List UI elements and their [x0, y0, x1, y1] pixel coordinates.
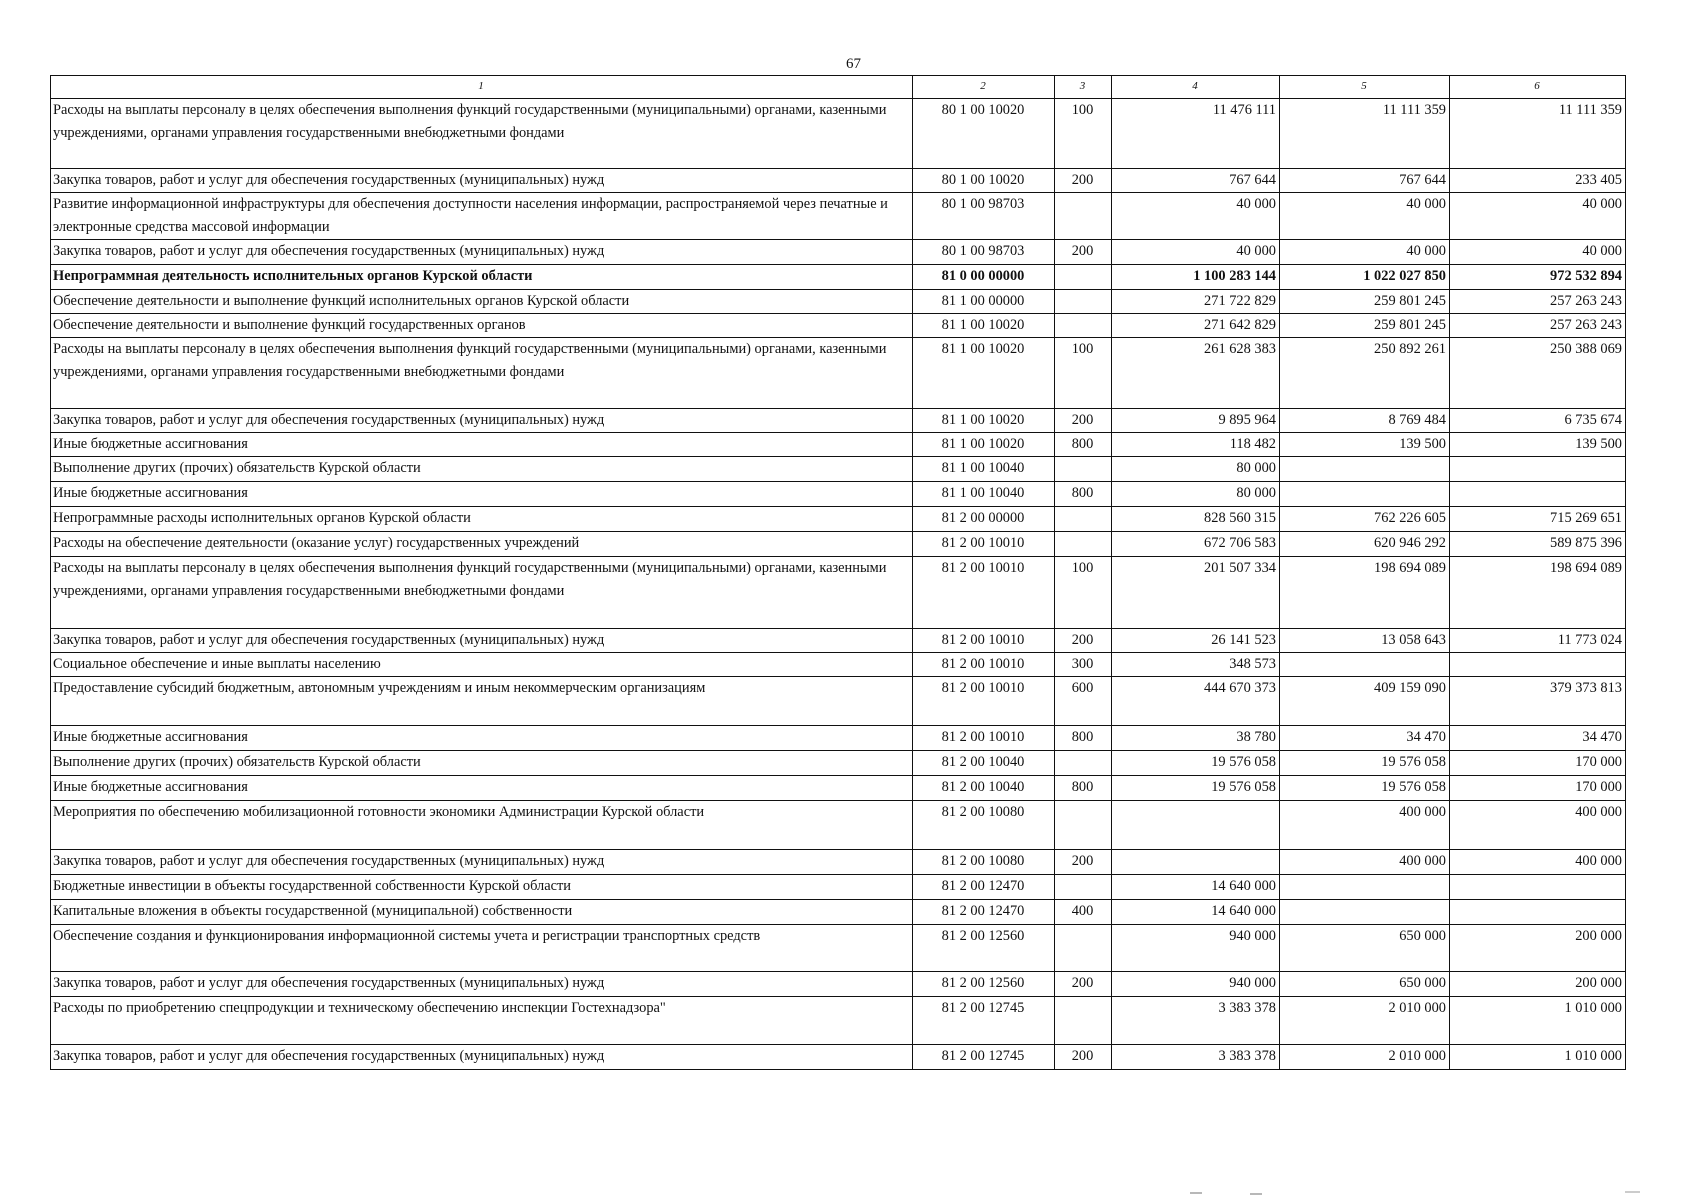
cell-code: 81 1 00 10020 [913, 409, 1055, 433]
table-row [51, 801, 1626, 850]
cell-amount-col5 [1280, 900, 1450, 925]
cell-amount-col6: 170 000 [1450, 751, 1626, 776]
cell-amount-col5: 198 694 089 [1280, 557, 1450, 629]
cell-amount-col4: 11 476 111 [1112, 99, 1280, 169]
cell-code: 81 2 00 10010 [913, 653, 1055, 677]
table-row [51, 507, 1626, 532]
cell-amount-col6: 11 773 024 [1450, 629, 1626, 653]
cell-amount-col6 [1450, 653, 1626, 677]
cell-name: Выполнение других (прочих) обязательств Курской области [51, 457, 913, 482]
table-row [51, 193, 1626, 240]
table-row [51, 726, 1626, 751]
cell-amount-col4: 14 640 000 [1112, 900, 1280, 925]
cell-expense-type: 100 [1055, 338, 1112, 409]
cell-code: 81 2 00 00000 [913, 507, 1055, 532]
cell-expense-type: 800 [1055, 433, 1112, 457]
cell-amount-col5: 250 892 261 [1280, 338, 1450, 409]
cell-name: Расходы на выплаты персоналу в целях обеспечения выполнения функций государственными (муниципальными) органами, казенными учреждениями, органами управления государственными внебюджетными фондами [51, 557, 913, 629]
cell-code: 80 1 00 10020 [913, 99, 1055, 169]
cell-expense-type: 200 [1055, 169, 1112, 193]
header-col-2: 2 [913, 76, 1055, 99]
cell-code: 81 2 00 12745 [913, 1045, 1055, 1070]
cell-code: 81 2 00 10040 [913, 776, 1055, 801]
table-row [51, 629, 1626, 653]
cell-expense-type: 600 [1055, 677, 1112, 726]
cell-code: 81 2 00 10010 [913, 629, 1055, 653]
cell-expense-type [1055, 751, 1112, 776]
cell-expense-type [1055, 193, 1112, 240]
cell-amount-col6: 198 694 089 [1450, 557, 1626, 629]
table-body [51, 99, 1626, 1070]
cell-expense-type: 100 [1055, 557, 1112, 629]
cell-amount-col6 [1450, 482, 1626, 507]
cell-amount-col6 [1450, 900, 1626, 925]
cell-amount-col4: 26 141 523 [1112, 629, 1280, 653]
table-row [51, 240, 1626, 265]
cell-expense-type [1055, 875, 1112, 900]
cell-amount-col4: 80 000 [1112, 457, 1280, 482]
cell-amount-col6: 1 010 000 [1450, 1045, 1626, 1070]
cell-expense-type [1055, 997, 1112, 1045]
cell-code: 81 0 00 00000 [913, 265, 1055, 290]
table-row [51, 433, 1626, 457]
cell-expense-type [1055, 925, 1112, 972]
table-row [51, 850, 1626, 875]
cell-expense-type: 200 [1055, 409, 1112, 433]
cell-expense-type [1055, 801, 1112, 850]
cell-expense-type [1055, 265, 1112, 290]
cell-amount-col6: 1 010 000 [1450, 997, 1626, 1045]
header-row [51, 76, 1626, 99]
cell-code: 81 2 00 10080 [913, 850, 1055, 875]
cell-amount-col6: 379 373 813 [1450, 677, 1626, 726]
cell-code: 81 2 00 12745 [913, 997, 1055, 1045]
cell-code: 81 2 00 10040 [913, 751, 1055, 776]
cell-amount-col4: 80 000 [1112, 482, 1280, 507]
cell-amount-col5: 620 946 292 [1280, 532, 1450, 557]
cell-amount-col4: 38 780 [1112, 726, 1280, 751]
cell-amount-col4: 271 722 829 [1112, 290, 1280, 314]
table-row [51, 169, 1626, 193]
cell-amount-col6: 200 000 [1450, 925, 1626, 972]
cell-amount-col4: 828 560 315 [1112, 507, 1280, 532]
cell-expense-type: 200 [1055, 972, 1112, 997]
cell-amount-col5: 762 226 605 [1280, 507, 1450, 532]
cell-name: Закупка товаров, работ и услуг для обеспечения государственных (муниципальных) нужд [51, 972, 913, 997]
cell-name: Расходы на выплаты персоналу в целях обеспечения выполнения функций государственными (муниципальными) органами, казенными учреждениями, органами управления государственными внебюджетными фондами [51, 338, 913, 409]
header-col-3: 3 [1055, 76, 1112, 99]
cell-amount-col5: 40 000 [1280, 240, 1450, 265]
cell-expense-type: 300 [1055, 653, 1112, 677]
cell-amount-col5: 767 644 [1280, 169, 1450, 193]
cell-amount-col4: 672 706 583 [1112, 532, 1280, 557]
cell-amount-col6: 589 875 396 [1450, 532, 1626, 557]
cell-code: 80 1 00 98703 [913, 193, 1055, 240]
cell-name: Предоставление субсидий бюджетным, автономным учреждениям и иным некоммерческим организациям [51, 677, 913, 726]
cell-code: 80 1 00 10020 [913, 169, 1055, 193]
cell-name: Обеспечение деятельности и выполнение функций исполнительных органов Курской области [51, 290, 913, 314]
cell-amount-col5: 19 576 058 [1280, 776, 1450, 801]
cell-amount-col4: 3 383 378 [1112, 997, 1280, 1045]
cell-expense-type [1055, 314, 1112, 338]
cell-amount-col4: 118 482 [1112, 433, 1280, 457]
cell-expense-type: 100 [1055, 99, 1112, 169]
cell-amount-col6: 250 388 069 [1450, 338, 1626, 409]
cell-name: Обеспечение деятельности и выполнение функций государственных органов [51, 314, 913, 338]
cell-amount-col5: 650 000 [1280, 972, 1450, 997]
cell-amount-col6 [1450, 875, 1626, 900]
cell-expense-type [1055, 507, 1112, 532]
cell-name: Закупка товаров, работ и услуг для обеспечения государственных (муниципальных) нужд [51, 1045, 913, 1070]
table-row [51, 776, 1626, 801]
cell-name: Закупка товаров, работ и услуг для обеспечения государственных (муниципальных) нужд [51, 850, 913, 875]
cell-name: Иные бюджетные ассигнования [51, 726, 913, 751]
cell-amount-col5: 650 000 [1280, 925, 1450, 972]
cell-code: 81 1 00 10020 [913, 433, 1055, 457]
cell-name: Закупка товаров, работ и услуг для обеспечения государственных (муниципальных) нужд [51, 629, 913, 653]
cell-amount-col4: 1 100 283 144 [1112, 265, 1280, 290]
cell-amount-col4: 14 640 000 [1112, 875, 1280, 900]
cell-amount-col5: 1 022 027 850 [1280, 265, 1450, 290]
cell-amount-col4: 201 507 334 [1112, 557, 1280, 629]
cell-amount-col4: 19 576 058 [1112, 776, 1280, 801]
table-row [51, 314, 1626, 338]
cell-expense-type: 200 [1055, 240, 1112, 265]
cell-amount-col6: 6 735 674 [1450, 409, 1626, 433]
cell-amount-col5 [1280, 653, 1450, 677]
cell-code: 81 2 00 12470 [913, 900, 1055, 925]
table-row [51, 875, 1626, 900]
cell-name: Непрограммная деятельность исполнительных органов Курской области [51, 265, 913, 290]
cell-code: 81 1 00 10020 [913, 338, 1055, 409]
cell-amount-col5: 400 000 [1280, 850, 1450, 875]
cell-amount-col6: 40 000 [1450, 193, 1626, 240]
table-row [51, 532, 1626, 557]
cell-amount-col5: 34 470 [1280, 726, 1450, 751]
cell-code: 81 1 00 00000 [913, 290, 1055, 314]
cell-name: Иные бюджетные ассигнования [51, 433, 913, 457]
page-number: 67 [846, 56, 861, 72]
cell-expense-type: 400 [1055, 900, 1112, 925]
cell-amount-col5: 2 010 000 [1280, 997, 1450, 1045]
table-row [51, 925, 1626, 972]
table-row [51, 900, 1626, 925]
table-row [51, 338, 1626, 409]
cell-amount-col6: 233 405 [1450, 169, 1626, 193]
cell-amount-col6 [1450, 457, 1626, 482]
cell-amount-col4 [1112, 801, 1280, 850]
cell-name: Закупка товаров, работ и услуг для обеспечения государственных (муниципальных) нужд [51, 240, 913, 265]
cell-amount-col6: 11 111 359 [1450, 99, 1626, 169]
table-row [51, 99, 1626, 169]
cell-amount-col5: 400 000 [1280, 801, 1450, 850]
table-row [51, 482, 1626, 507]
cell-name: Развитие информационной инфраструктуры для обеспечения доступности населения информации, распространяемой через печатные и электронные средства массовой информации [51, 193, 913, 240]
cell-name: Выполнение других (прочих) обязательств Курской области [51, 751, 913, 776]
cell-expense-type: 200 [1055, 629, 1112, 653]
cell-amount-col4: 940 000 [1112, 925, 1280, 972]
header-col-6: 6 [1450, 76, 1626, 99]
table-row [51, 409, 1626, 433]
cell-expense-type: 200 [1055, 850, 1112, 875]
header-col-1: 1 [51, 76, 913, 99]
cell-name: Расходы по приобретению спецпродукции и техническому обеспечению инспекции Гостехнадзора" [51, 997, 913, 1045]
cell-amount-col6: 40 000 [1450, 240, 1626, 265]
cell-amount-col4: 9 895 964 [1112, 409, 1280, 433]
cell-amount-col5: 259 801 245 [1280, 290, 1450, 314]
header-col-5: 5 [1280, 76, 1450, 99]
table-row [51, 677, 1626, 726]
cell-name: Иные бюджетные ассигнования [51, 776, 913, 801]
cell-amount-col5: 259 801 245 [1280, 314, 1450, 338]
cell-code: 81 2 00 10010 [913, 726, 1055, 751]
cell-amount-col5: 13 058 643 [1280, 629, 1450, 653]
cell-expense-type [1055, 290, 1112, 314]
cell-expense-type: 800 [1055, 776, 1112, 801]
cell-expense-type: 200 [1055, 1045, 1112, 1070]
cell-name: Бюджетные инвестиции в объекты государственной собственности Курской области [51, 875, 913, 900]
cell-code: 81 2 00 10010 [913, 532, 1055, 557]
cell-amount-col6: 257 263 243 [1450, 314, 1626, 338]
cell-expense-type: 800 [1055, 482, 1112, 507]
cell-amount-col5: 8 769 484 [1280, 409, 1450, 433]
cell-amount-col5 [1280, 457, 1450, 482]
cell-amount-col6: 34 470 [1450, 726, 1626, 751]
cell-amount-col5: 19 576 058 [1280, 751, 1450, 776]
cell-amount-col5: 2 010 000 [1280, 1045, 1450, 1070]
table-row [51, 265, 1626, 290]
cell-amount-col4: 348 573 [1112, 653, 1280, 677]
cell-code: 81 1 00 10040 [913, 482, 1055, 507]
table-row [51, 290, 1626, 314]
cell-expense-type: 800 [1055, 726, 1112, 751]
cell-name: Иные бюджетные ассигнования [51, 482, 913, 507]
cell-amount-col6: 715 269 651 [1450, 507, 1626, 532]
cell-amount-col4: 19 576 058 [1112, 751, 1280, 776]
cell-amount-col5: 11 111 359 [1280, 99, 1450, 169]
cell-name: Закупка товаров, работ и услуг для обеспечения государственных (муниципальных) нужд [51, 169, 913, 193]
cell-code: 81 2 00 10010 [913, 677, 1055, 726]
cell-name: Закупка товаров, работ и услуг для обеспечения государственных (муниципальных) нужд [51, 409, 913, 433]
cell-amount-col4: 271 642 829 [1112, 314, 1280, 338]
cell-name: Мероприятия по обеспечению мобилизационной готовности экономики Администрации Курской области [51, 801, 913, 850]
cell-amount-col4: 40 000 [1112, 240, 1280, 265]
cell-amount-col5 [1280, 482, 1450, 507]
table-row [51, 1045, 1626, 1070]
cell-amount-col6: 170 000 [1450, 776, 1626, 801]
cell-code: 81 1 00 10040 [913, 457, 1055, 482]
cell-code: 80 1 00 98703 [913, 240, 1055, 265]
cell-name: Расходы на выплаты персоналу в целях обеспечения выполнения функций государственными (муниципальными) органами, казенными учреждениями, органами управления государственными внебюджетными фондами [51, 99, 913, 169]
budget-table [50, 75, 1626, 1070]
cell-amount-col4: 940 000 [1112, 972, 1280, 997]
cell-amount-col5: 40 000 [1280, 193, 1450, 240]
cell-code: 81 2 00 12470 [913, 875, 1055, 900]
cell-amount-col6: 139 500 [1450, 433, 1626, 457]
table-row [51, 751, 1626, 776]
table-row [51, 653, 1626, 677]
cell-expense-type [1055, 457, 1112, 482]
cell-amount-col5: 139 500 [1280, 433, 1450, 457]
cell-code: 81 2 00 10080 [913, 801, 1055, 850]
header-col-4: 4 [1112, 76, 1280, 99]
cell-amount-col6: 972 532 894 [1450, 265, 1626, 290]
cell-amount-col4: 40 000 [1112, 193, 1280, 240]
cell-amount-col4: 261 628 383 [1112, 338, 1280, 409]
cell-amount-col6: 257 263 243 [1450, 290, 1626, 314]
table-row [51, 972, 1626, 997]
cell-code: 81 2 00 10010 [913, 557, 1055, 629]
cell-amount-col6: 200 000 [1450, 972, 1626, 997]
cell-amount-col6: 400 000 [1450, 801, 1626, 850]
cell-name: Социальное обеспечение и иные выплаты населению [51, 653, 913, 677]
table-row [51, 457, 1626, 482]
cell-amount-col4 [1112, 850, 1280, 875]
cell-name: Обеспечение создания и функционирования информационной системы учета и регистрации транспортных средств [51, 925, 913, 972]
cell-amount-col6: 400 000 [1450, 850, 1626, 875]
cell-amount-col4: 767 644 [1112, 169, 1280, 193]
cell-code: 81 1 00 10020 [913, 314, 1055, 338]
cell-amount-col5: 409 159 090 [1280, 677, 1450, 726]
table-row [51, 557, 1626, 629]
cell-amount-col4: 444 670 373 [1112, 677, 1280, 726]
cell-amount-col4: 3 383 378 [1112, 1045, 1280, 1070]
cell-name: Капитальные вложения в объекты государственной (муниципальной) собственности [51, 900, 913, 925]
cell-expense-type [1055, 532, 1112, 557]
cell-name: Расходы на обеспечение деятельности (оказание услуг) государственных учреждений [51, 532, 913, 557]
table-row [51, 997, 1626, 1045]
cell-amount-col5 [1280, 875, 1450, 900]
cell-name: Непрограммные расходы исполнительных органов Курской области [51, 507, 913, 532]
cell-code: 81 2 00 12560 [913, 972, 1055, 997]
cell-code: 81 2 00 12560 [913, 925, 1055, 972]
